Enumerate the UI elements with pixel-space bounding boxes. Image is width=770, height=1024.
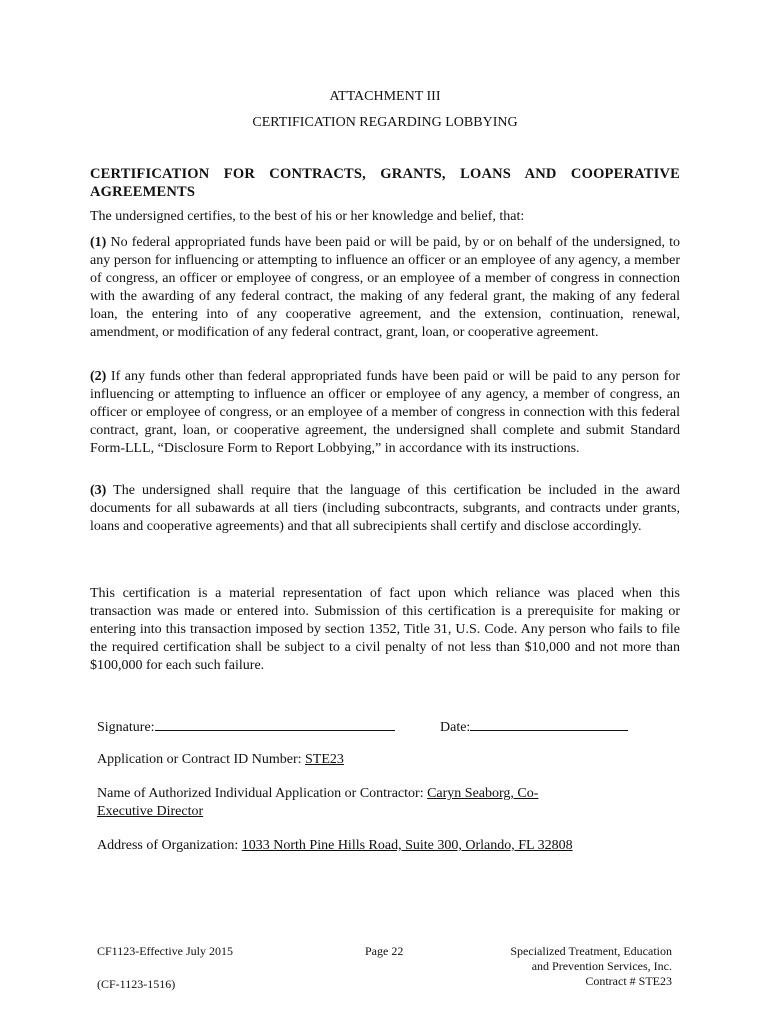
address-field — [97, 837, 573, 855]
section-heading-line1: CERTIFICATION FOR CONTRACTS, GRANTS, LOANS AND COOPERATIVE — [90, 166, 680, 182]
item-text: The undersigned shall require that the language of this certification be included in the award documents for all subawards at all tiers (including subcontracts, subgrants, and contracts under grants, loans and cooperative agreements) and that all subrecipients shall certify and disclose accordingly. — [90, 483, 680, 534]
certification-item-1 — [90, 234, 680, 342]
footer-org-line2: and Prevention Services, Inc. — [531, 959, 672, 973]
signature-line[interactable] — [155, 716, 395, 731]
item-number: (1) — [90, 235, 107, 250]
address-label: Address of Organization: — [97, 838, 242, 853]
signature-field[interactable] — [97, 716, 395, 737]
date-line[interactable] — [470, 716, 628, 731]
contract-id-value: STE23 — [305, 752, 344, 767]
date-label: Date: — [440, 720, 471, 735]
contract-id-label: Application or Contract ID Number: — [97, 752, 306, 767]
item-text: No federal appropriated funds have been paid or will be paid, by or on behalf of the undersigned, to any person for influencing or attempting to influence an officer or an employee of any agency, a member of congress, an officer or employee of congress, or an employee of a member of congress in connection with the awarding of any federal contract, the making of any federal grant, the making of any federal loan, the entering into of any cooperative agreement, and the extension, continuation, renewal, amendment, or modification of any federal contract, grant, loan, or cooperative agreement. — [90, 235, 681, 340]
footer-organization — [470, 944, 672, 989]
contract-id-field — [97, 751, 344, 769]
certification-item-2 — [90, 368, 680, 458]
closing-paragraph: This certification is a material representation of fact upon which reliance was placed when this transaction was made or entered into. Submission of this certification is a prerequisite for making or entering into this transaction imposed by section 1352, Title 31, U.S. Code. Any person who fails to file the required certification shall be subject to a civil penalty of not less than $10,000 and not more than $100,000 for each such failure. — [90, 586, 680, 673]
section-heading-line2: AGREEMENTS — [90, 184, 196, 200]
authorized-individual-field — [97, 785, 657, 821]
document-title: CERTIFICATION REGARDING LOBBYING — [252, 115, 518, 130]
authorized-individual-label: Name of Authorized Individual Application or Contractor: — [97, 786, 428, 801]
footer-contract: Contract # STE23 — [585, 974, 672, 988]
item-number: (3) — [90, 483, 107, 498]
signature-label: Signature: — [97, 720, 155, 735]
authorized-individual-title: Executive Director — [97, 804, 204, 819]
footer-form-revision: (CF-1123-1516) — [97, 977, 176, 991]
date-field[interactable] — [440, 716, 628, 737]
authorized-individual-value: Caryn Seaborg, Co- — [427, 786, 539, 801]
footer-form-code: CF1123-Effective July 2015 — [97, 944, 233, 958]
section-heading — [90, 165, 680, 201]
certification-item-3 — [90, 482, 680, 536]
attachment-label: ATTACHMENT III — [329, 89, 441, 104]
address-value: 1033 North Pine Hills Road, Suite 300, Orlando, FL 32808 — [241, 838, 573, 853]
item-text: If any funds other than federal appropriated funds have been paid or will be paid to any person for influencing or attempting to influence an officer or employee of any agency, a member of congress, an officer or employee of congress, or an employee of a member of congress in connection with this federal contract, grant, loan, or cooperative agreement, the undersigned shall complete and submit Standard Form-LLL, “Disclosure Form to Report Lobbying,” in accordance with its instructions. — [90, 369, 680, 456]
item-number: (2) — [90, 369, 107, 384]
intro-paragraph: The undersigned certifies, to the best of his or her knowledge and belief, that: — [90, 209, 525, 224]
footer-org-line1: Specialized Treatment, Education — [510, 944, 672, 958]
footer-page-number: Page 22 — [365, 944, 404, 958]
